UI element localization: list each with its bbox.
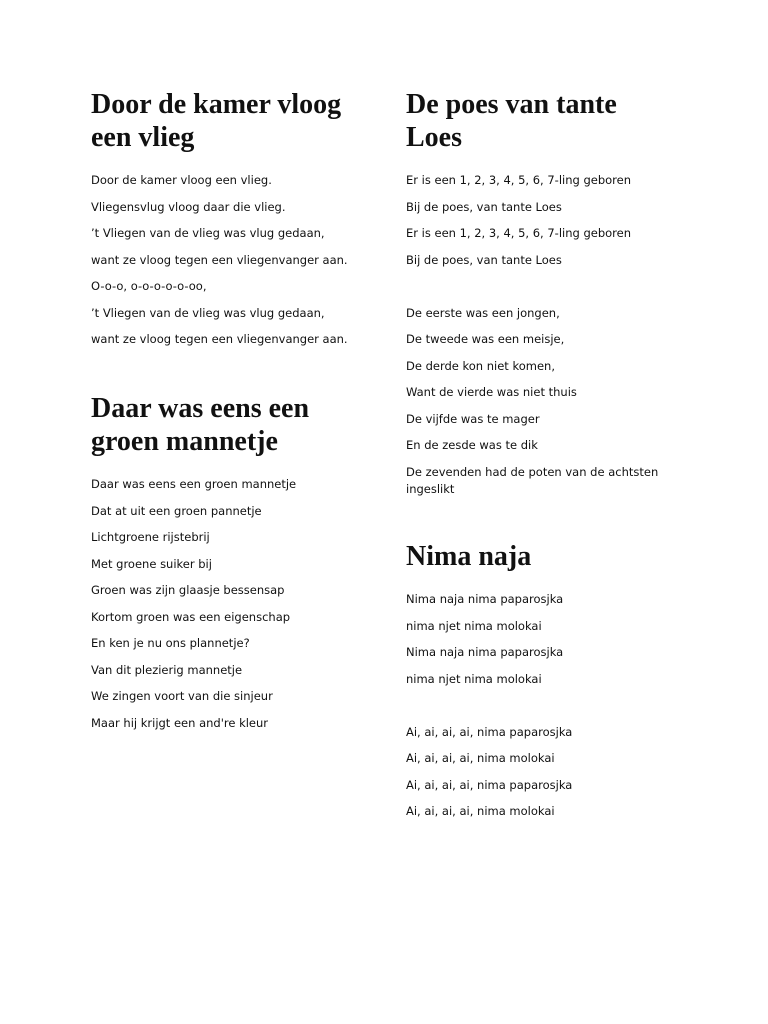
lyric-line: Nima naja nima paparosjka — [406, 592, 564, 606]
lyric-line: De zevenden had de poten van de achtsten ingeslikt — [406, 464, 662, 496]
song-nima-naja — [406, 540, 676, 830]
lyric-line: want ze vloog tegen een vliegenvanger aan. — [91, 252, 348, 267]
lyric-line: En ken je nu ons plannetje? — [91, 636, 250, 650]
lyric-line: En de zesde was te dik — [406, 438, 538, 452]
song-title: De poes van tante Loes — [406, 89, 617, 153]
lyric-line: Want de vierde was niet thuis — [406, 385, 577, 399]
lyric-line: Nima naja nima paparosjka — [406, 645, 564, 659]
lyric-line: Door de kamer vloog een vlieg. — [91, 173, 272, 187]
lyric-line: De tweede was een meisje, — [406, 332, 565, 346]
song-door-de-kamer — [91, 88, 361, 358]
song-lines — [406, 591, 676, 820]
lyric-line: ’t Vliegen van de vlieg was vlug gedaan, — [91, 226, 325, 240]
song-poes-van-tante-loes — [406, 88, 676, 507]
lyric-line: want ze vloog tegen een vliegenvanger aan. — [91, 332, 348, 346]
lyric-line: Kortom groen was een eigenschap — [91, 609, 291, 624]
lyric-line: O-o-o, o-o-o-o-o-oo, — [91, 279, 207, 293]
song-title: Door de kamer vloog een vlieg — [91, 89, 342, 153]
lyric-line: Groen was zijn glaasje bessensap — [91, 583, 285, 597]
song-lines — [91, 476, 361, 732]
lyric-line: Met groene suiker bij — [91, 556, 212, 571]
song-title: Nima naja — [406, 541, 532, 572]
song-groen-mannetje — [91, 392, 361, 741]
lyric-line: nima njet nima molokai — [406, 618, 542, 633]
lyric-line: Bij de poes, van tante Loes — [406, 199, 562, 214]
lyric-line: Daar was eens een groen mannetje — [91, 477, 297, 491]
lyric-line: Dat at uit een groen pannetje — [91, 503, 262, 518]
song-lines — [406, 172, 676, 498]
lyric-line: Ai, ai, ai, ai, nima molokai — [406, 804, 555, 818]
lyric-line: Lichtgroene rijstebrij — [91, 530, 210, 544]
stanza-break — [406, 697, 676, 714]
lyric-line: Vliegensvlug vloog daar die vlieg. — [91, 199, 286, 214]
song-title: Daar was eens een groen mannetje — [91, 393, 310, 457]
lyric-line: Ai, ai, ai, ai, nima paparosjka — [406, 777, 573, 792]
lyric-line: Van dit plezierig mannetje — [91, 662, 243, 677]
song-lines — [91, 172, 361, 348]
lyric-line: Er is een 1, 2, 3, 4, 5, 6, 7-ling geboren — [406, 226, 632, 240]
lyric-line: Ai, ai, ai, ai, nima molokai — [406, 751, 555, 765]
lyric-line: De derde kon niet komen, — [406, 358, 555, 373]
lyric-line: De vijfde was te mager — [406, 411, 540, 426]
lyric-line: nima njet nima molokai — [406, 671, 542, 686]
lyric-line: Ai, ai, ai, ai, nima paparosjka — [406, 724, 573, 739]
lyric-line: Bij de poes, van tante Loes — [406, 252, 562, 267]
stanza-break — [406, 278, 676, 295]
lyric-line: De eerste was een jongen, — [406, 305, 560, 320]
lyric-line: Er is een 1, 2, 3, 4, 5, 6, 7-ling geboren — [406, 173, 632, 187]
lyric-line: We zingen voort van die sinjeur — [91, 689, 273, 703]
lyric-line: ’t Vliegen van de vlieg was vlug gedaan, — [91, 305, 325, 320]
lyric-line: Maar hij krijgt een and're kleur — [91, 715, 269, 730]
